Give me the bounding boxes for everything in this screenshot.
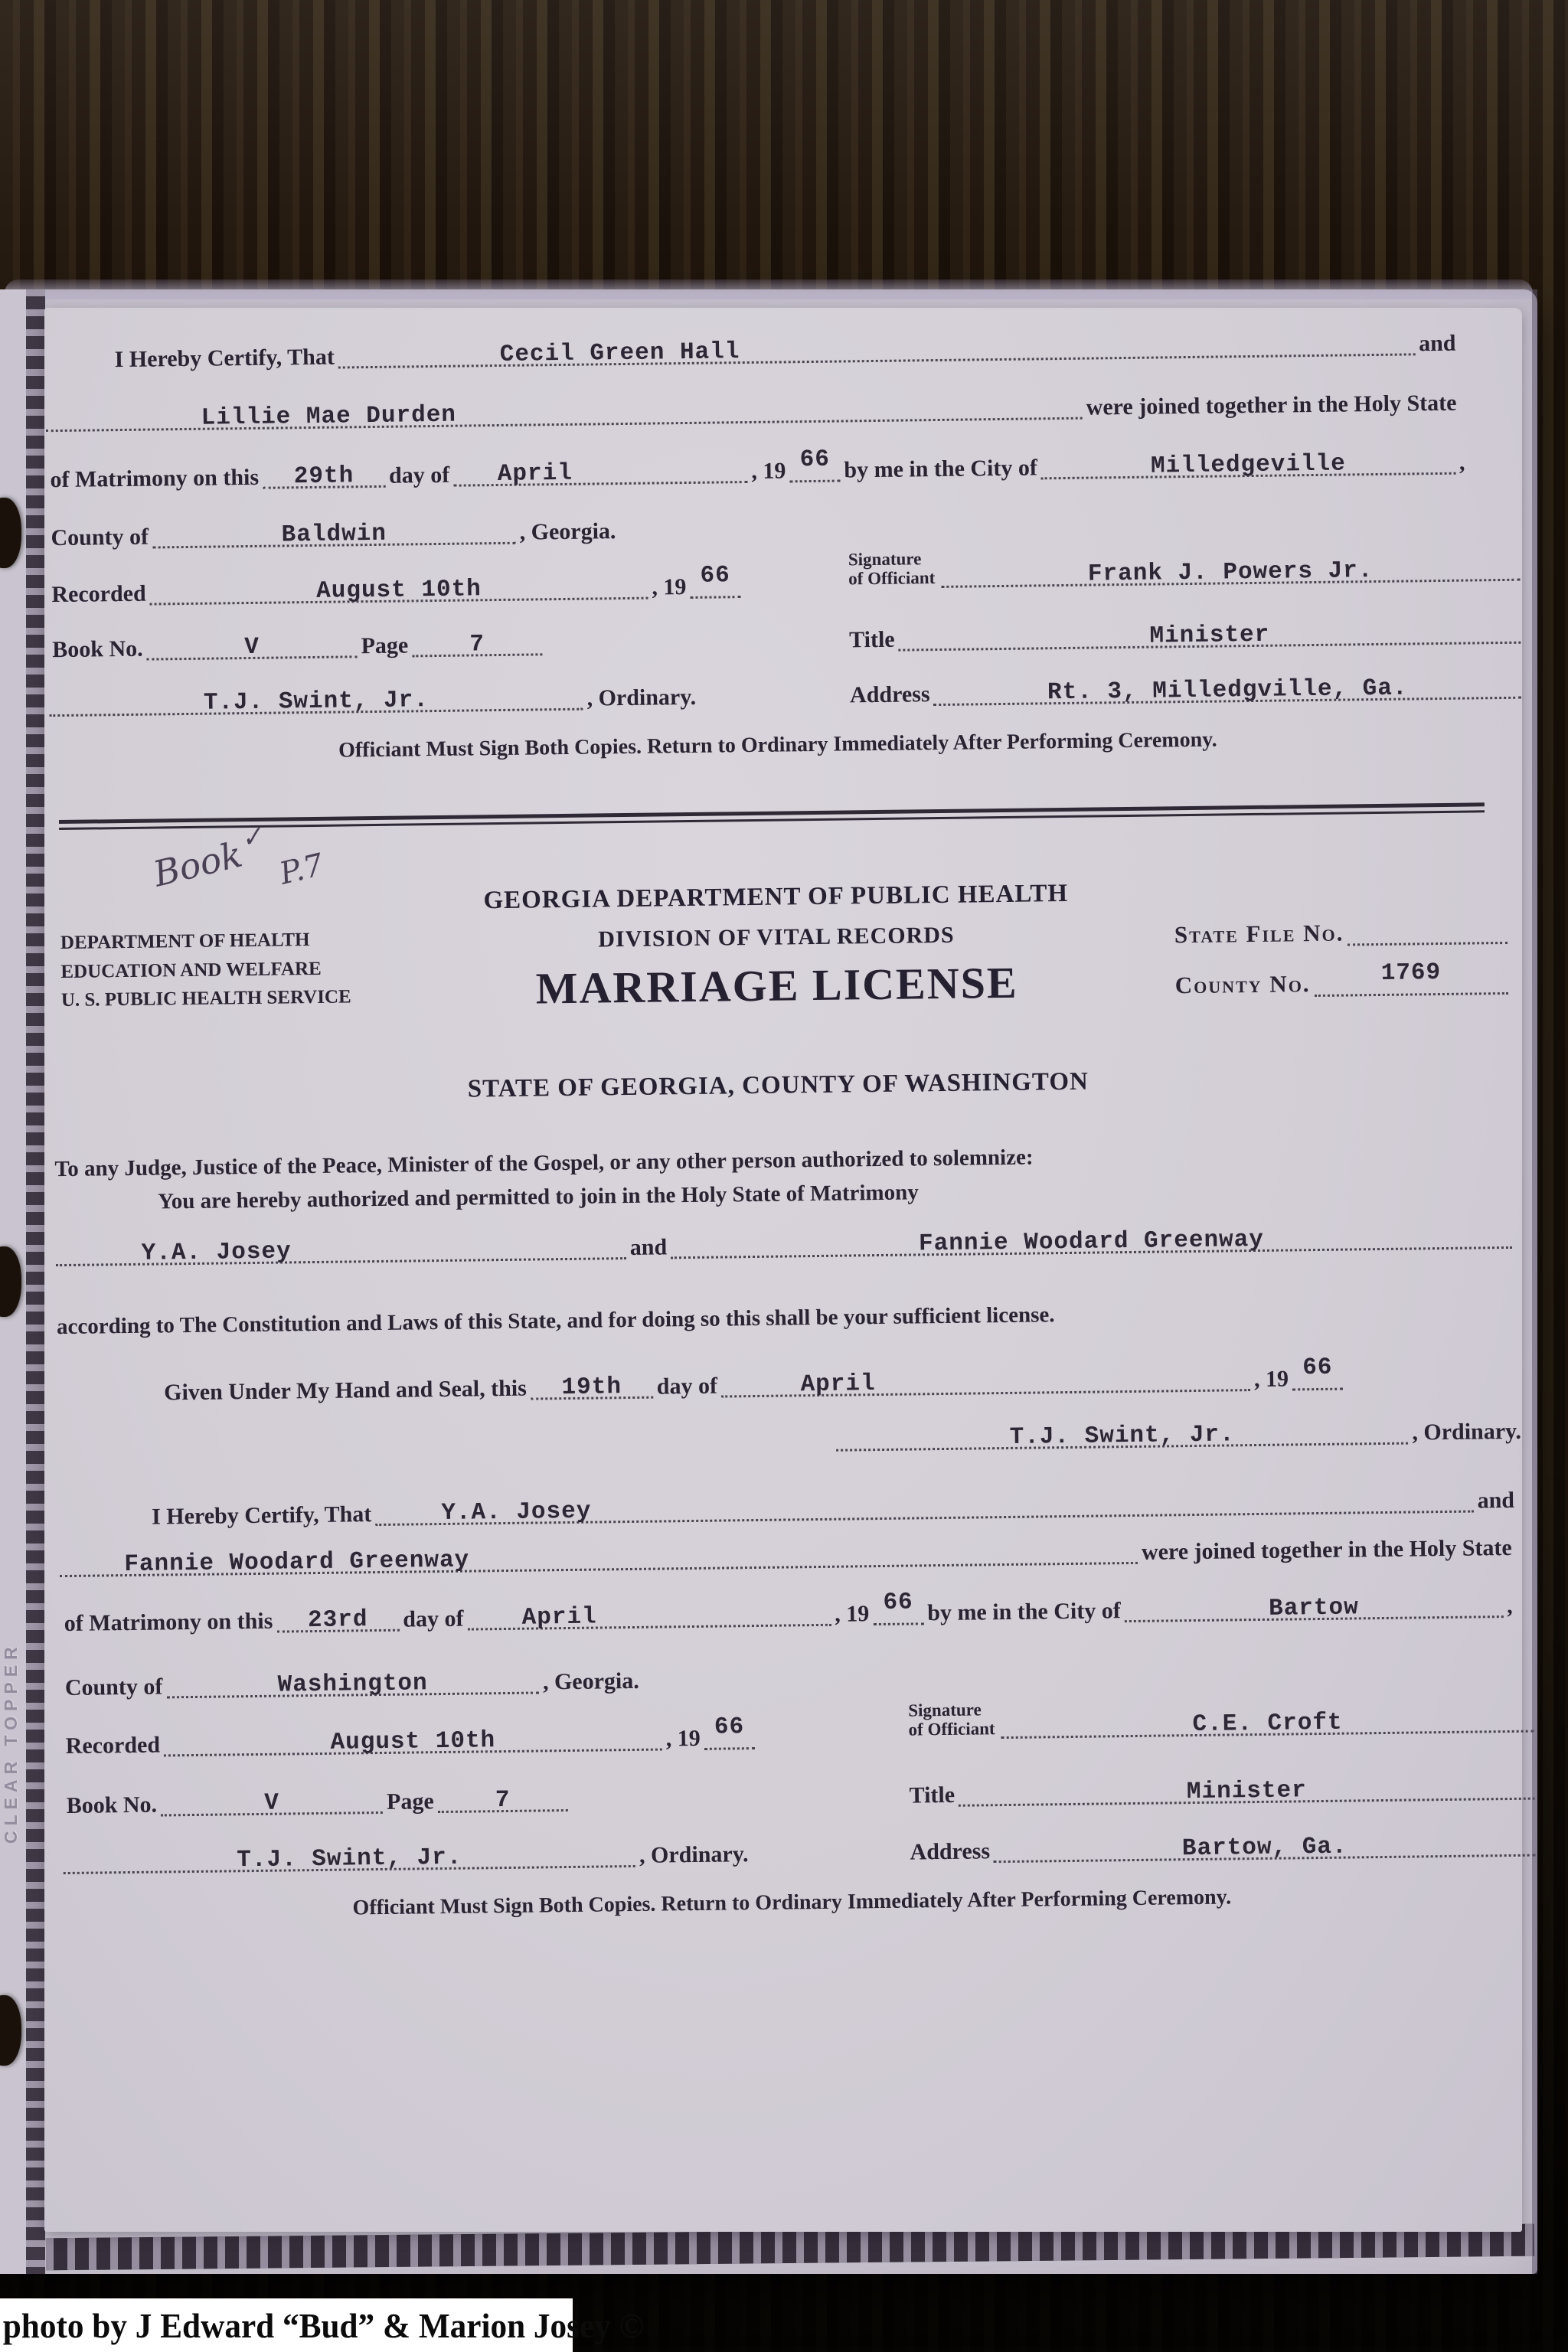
- trailing2-comma: ,: [1506, 1592, 1513, 1619]
- bride2-blank: [60, 1531, 1138, 1577]
- matrimony-label: of Matrimony on this: [50, 464, 260, 492]
- certify2-label: I Hereby Certify, That: [151, 1501, 372, 1530]
- page-label: Page: [361, 632, 409, 658]
- joined-label: were joined together in the Holy State: [1086, 390, 1457, 420]
- book-no-label: Book No.: [52, 635, 143, 662]
- county2-label: County of: [64, 1673, 163, 1700]
- photo-caption-text: photo by J Edward “Bud” & Marion Josey ©: [2, 2305, 644, 2345]
- header-division: DIVISION OF VITAL RECORDS: [598, 922, 955, 952]
- given-year-value: 66: [1302, 1354, 1333, 1382]
- page-blank: [412, 622, 543, 657]
- address-label: Address: [849, 681, 930, 707]
- handwritten-book: Book: [149, 833, 247, 895]
- city2-label: by me in the City of: [927, 1597, 1121, 1625]
- county-line: [47, 510, 619, 550]
- state-county-heading: STATE OF GEORGIA, COUNTY OF WASHINGTON: [467, 1067, 1089, 1103]
- license-ordinary-name: T.J. Swint, Jr.: [1009, 1421, 1235, 1451]
- county2-line: [60, 1660, 642, 1700]
- signature2-label-2: of Officiant: [908, 1719, 995, 1740]
- ordinary-line: [49, 676, 700, 717]
- certify-line-1: [110, 322, 1459, 372]
- day2-value: 23rd: [307, 1606, 368, 1635]
- license-names-line: [56, 1216, 1512, 1266]
- city-value: Milledgeville: [1150, 450, 1347, 480]
- title-label: Title: [848, 626, 895, 652]
- day2-of-label: day of: [403, 1606, 464, 1632]
- year-value: 66: [799, 446, 831, 474]
- year2-19-label: , 19: [835, 1600, 870, 1627]
- handwritten-annotation: [151, 821, 326, 918]
- recorded-blank: [149, 567, 648, 606]
- photo-caption-bar: [0, 2298, 644, 2352]
- signature2-label: [904, 1700, 1001, 1740]
- officiant2-name: C.E. Croft: [1192, 1709, 1343, 1738]
- agency-line-2: EDUCATION AND WELFARE: [60, 958, 322, 982]
- signature2-line: [904, 1694, 1534, 1740]
- day-value: 29th: [293, 462, 354, 491]
- day-blank: [263, 455, 386, 489]
- and-label: and: [1418, 330, 1456, 356]
- county-no-value: 1769: [1380, 959, 1442, 987]
- license-and-label: and: [629, 1233, 668, 1260]
- book-no-value: V: [244, 633, 260, 662]
- officiant2-blank: [1001, 1699, 1534, 1738]
- authorized-line: You are hereby authorized and permitted to join in the Holy State of Matrimony: [157, 1180, 919, 1214]
- book2-no-value: V: [264, 1789, 280, 1817]
- given-month-value: April: [800, 1370, 876, 1399]
- constitution-line: according to The Constitution and Laws of this State, and for doing so this shall be your sufficient license.: [56, 1302, 1055, 1340]
- header-department: GEORGIA DEPARTMENT OF PUBLIC HEALTH: [483, 879, 1069, 915]
- recorded-line: [47, 562, 740, 607]
- day2-blank: [276, 1599, 400, 1633]
- city-label: by me in the City of: [844, 454, 1038, 482]
- given-year-blank: [1292, 1354, 1344, 1391]
- recorded-value: August 10th: [315, 576, 482, 605]
- county-no-label: County No.: [1174, 970, 1311, 999]
- signature-label-1: Signature: [848, 549, 922, 570]
- ordinary2-label: , Ordinary.: [639, 1841, 749, 1868]
- and2-label: and: [1477, 1487, 1515, 1513]
- given-month-blank: [721, 1358, 1251, 1397]
- recorded-year-blank: [690, 562, 741, 599]
- address2-line: [906, 1824, 1535, 1864]
- trailing-comma: ,: [1459, 449, 1465, 475]
- recorded2-year-value: 66: [714, 1713, 745, 1741]
- officiant2-note: Officiant Must Sign Both Copies. Return to Ordinary Immediately After Performing Ceremony.: [352, 1885, 1232, 1920]
- given-day-value: 19th: [561, 1374, 622, 1402]
- ordinary2-line: [63, 1833, 752, 1874]
- city-blank: [1041, 442, 1456, 480]
- ordinary2-name: T.J. Swint, Jr.: [237, 1844, 462, 1874]
- recorded2-label: Recorded: [65, 1732, 161, 1759]
- page2-blank: [437, 1779, 568, 1813]
- sleeve-brand-text: CLEAR TOPPER: [1, 1642, 21, 1844]
- ordinary-blank: [49, 678, 583, 717]
- groom-name: Cecil Green Hall: [499, 338, 740, 368]
- bride2-name: Fannie Woodard Greenway: [124, 1547, 470, 1579]
- address-line: [846, 666, 1521, 707]
- plastic-sleeve: [0, 289, 1537, 2274]
- county-value: Baldwin: [281, 520, 387, 549]
- address2-label: Address: [910, 1838, 991, 1865]
- title-value: Minister: [1149, 621, 1270, 650]
- certify-label: I Hereby Certify, That: [114, 344, 335, 372]
- county-label: County of: [51, 524, 149, 550]
- state-file-blank: [1348, 911, 1508, 946]
- recorded2-year-blank: [704, 1713, 755, 1750]
- recorded2-blank: [164, 1718, 662, 1757]
- month-blank: [453, 450, 748, 487]
- license-groom-blank: [56, 1227, 626, 1266]
- county-no-line: [1171, 959, 1508, 999]
- title2-blank: [959, 1767, 1535, 1807]
- given-label: Given Under My Hand and Seal, this: [163, 1375, 527, 1405]
- joined2-label: were joined together in the Holy State: [1141, 1534, 1512, 1565]
- license-ordinary-label: , Ordinary.: [1412, 1418, 1522, 1446]
- license-bride-blank: [671, 1216, 1512, 1259]
- agency-line-1: DEPARTMENT OF HEALTH: [60, 929, 310, 954]
- recorded2-year-19-label: , 19: [665, 1725, 701, 1751]
- certify2-line-1: [148, 1479, 1518, 1529]
- section-divider-rule: [59, 802, 1485, 830]
- title2-label: Title: [909, 1782, 956, 1808]
- georgia-label: , Georgia.: [519, 518, 616, 545]
- marriage-license-document: [44, 308, 1522, 2232]
- county2-blank: [166, 1661, 539, 1698]
- recorded-year-19-label: , 19: [652, 573, 687, 600]
- title-line: [845, 611, 1521, 652]
- book-no-blank: [146, 625, 358, 660]
- officiant-name: Frank J. Powers Jr.: [1087, 557, 1374, 588]
- given-day-blank: [530, 1366, 653, 1400]
- title2-value: Minister: [1186, 1777, 1307, 1806]
- groom2-name: Y.A. Josey: [441, 1498, 592, 1527]
- groom2-blank: [375, 1480, 1474, 1527]
- year2-blank: [873, 1589, 924, 1625]
- officiant-note: Officiant Must Sign Both Copies. Return to Ordinary Immediately After Performing Ceremony.: [338, 727, 1217, 763]
- page2-label: Page: [386, 1788, 434, 1815]
- ordinary-name: T.J. Swint, Jr.: [203, 687, 430, 717]
- signature-label: [844, 549, 942, 589]
- address-blank: [933, 666, 1521, 706]
- county-blank: [152, 511, 516, 549]
- agency-line-3: U. S. PUBLIC HEALTH SERVICE: [60, 986, 351, 1011]
- georgia2-label: , Georgia.: [542, 1668, 639, 1694]
- year2-value: 66: [883, 1589, 913, 1616]
- document-content: [34, 299, 1535, 2240]
- solemnize-line: To any Judge, Justice of the Peace, Minister of the Gospel, or any other person authorized to solemnize:: [54, 1145, 1034, 1182]
- month2-value: April: [521, 1603, 597, 1632]
- county-no-blank: [1314, 959, 1508, 997]
- month-value: April: [497, 459, 573, 488]
- address2-blank: [994, 1824, 1536, 1864]
- signature-line: [844, 542, 1521, 589]
- given-year-19-label: , 19: [1253, 1365, 1289, 1392]
- page-value: 7: [469, 631, 485, 658]
- state-file-line: [1171, 911, 1508, 948]
- address-value: Rt. 3, Milledgville, Ga.: [1047, 675, 1408, 707]
- bride-name: Lillie Mae Durden: [201, 401, 457, 432]
- certify-line-2: [45, 382, 1460, 433]
- month2-blank: [467, 1593, 831, 1631]
- ordinary-label: , Ordinary.: [586, 684, 697, 711]
- license-ordinary-line: [836, 1410, 1525, 1452]
- officiant-blank: [941, 547, 1520, 587]
- year-19-label: , 19: [751, 457, 786, 484]
- handwritten-page: P.7: [276, 847, 328, 893]
- groom-blank: [338, 322, 1415, 368]
- given-day-of-label: day of: [656, 1373, 718, 1400]
- page2-value: 7: [495, 1786, 511, 1815]
- matrimony-line: [46, 442, 1468, 492]
- signature2-label-1: Signature: [908, 1700, 982, 1720]
- agency-block: [60, 925, 351, 1014]
- bride-blank: [45, 387, 1083, 433]
- recorded-year-value: 66: [700, 562, 730, 590]
- recorded2-value: August 10th: [330, 1727, 496, 1756]
- book2-no-blank: [161, 1781, 384, 1817]
- license-ordinary-blank: [836, 1412, 1409, 1452]
- license-bride-name: Fannie Woodard Greenway: [918, 1226, 1265, 1258]
- book2-page-line: [62, 1779, 567, 1818]
- certify2-line-2: [60, 1527, 1516, 1577]
- license-groom-name: Y.A. Josey: [141, 1238, 292, 1267]
- city2-blank: [1124, 1585, 1503, 1622]
- city2-value: Bartow: [1268, 1594, 1359, 1622]
- matrimony2-label: of Matrimony on this: [64, 1608, 273, 1636]
- document-title: MARRIAGE LICENSE: [535, 957, 1018, 1014]
- address2-value: Bartow, Ga.: [1181, 1833, 1348, 1863]
- given-line: [160, 1354, 1343, 1405]
- recorded2-line: [61, 1713, 754, 1759]
- title-blank: [898, 611, 1521, 652]
- ordinary2-blank: [63, 1834, 635, 1874]
- state-file-label: State File No.: [1174, 920, 1344, 949]
- year-blank: [789, 446, 841, 483]
- county2-value: Washington: [277, 1670, 428, 1699]
- title2-line: [905, 1767, 1534, 1808]
- book2-no-label: Book No.: [66, 1792, 158, 1818]
- handwritten-check: ✓: [237, 820, 266, 855]
- signature-label-2: of Officiant: [848, 568, 936, 589]
- book-page-line: [48, 622, 542, 662]
- day-of-label: day of: [388, 462, 450, 488]
- matrimony2-line: [60, 1585, 1516, 1635]
- recorded-label: Recorded: [51, 580, 146, 607]
